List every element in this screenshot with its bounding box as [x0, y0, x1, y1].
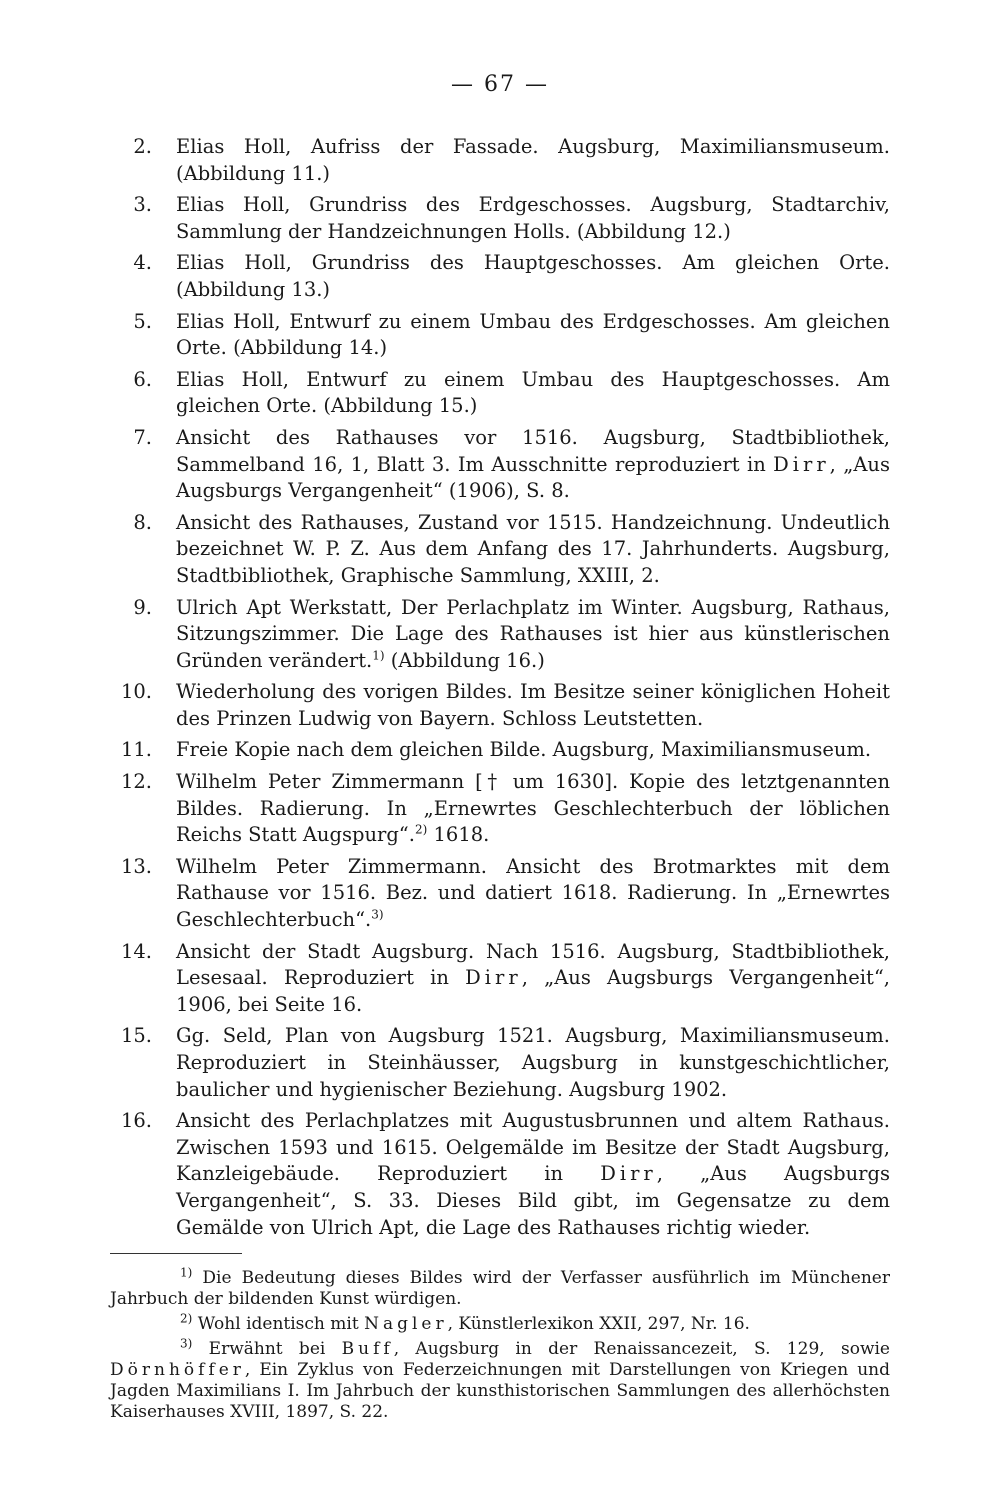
list-item	[108, 250, 890, 303]
item-text: Elias Holl, Entwurf zu einem Umbau des Hauptgeschosses. Am gleichen Orte. (Abbildung 15.)	[176, 367, 890, 418]
list-item	[108, 134, 890, 187]
footnote-mark: 3)	[180, 1336, 193, 1351]
item-text: Wilhelm Peter Zimmermann [† um 1630]. Kopie des letztgenannten Bildes. Radierung. In „Ernewrtes Geschlechterbuch der löblichen Reichs Statt Augspurg“.	[176, 770, 890, 847]
item-text: Freie Kopie nach dem gleichen Bilde. Augsburg, Maximiliansmuseum.	[176, 738, 872, 762]
item-text: Ansicht des Perlachplatzes mit Augustusbrunnen und altem Rathaus. Zwischen 1593 und 1615. Oelgemälde im Besitze der Stadt Augsburg, Kanzleigebäude. Reproduziert in	[176, 1109, 890, 1186]
spaced-author: Dirr	[600, 1162, 657, 1186]
item-number: 13.	[120, 854, 152, 878]
footnote-text-cont: , Augsburg in der Renaissancezeit, S. 129, sowie	[393, 1339, 890, 1359]
item-text: Elias Holl, Entwurf zu einem Umbau des Erdgeschosses. Am gleichen Orte. (Abbildung 14.)	[176, 309, 890, 360]
item-text: Elias Holl, Grundriss des Hauptgeschosses. Am gleichen Orte. (Abbildung 13.)	[176, 251, 890, 301]
list-item	[108, 679, 890, 732]
list-item	[108, 854, 890, 934]
list-item	[108, 1108, 890, 1241]
spaced-author: Nagler	[364, 1314, 448, 1334]
list-item	[108, 192, 890, 245]
item-text: Wiederholung des vorigen Bildes. Im Besitze seiner königlichen Hoheit des Prinzen Ludwig von Bayern. Schloss Leutstetten.	[176, 680, 890, 730]
footnote-divider	[110, 1253, 242, 1254]
spaced-author: Dirr	[773, 452, 830, 476]
item-number: 3.	[133, 193, 152, 217]
footnote-ref[interactable]: 1)	[372, 648, 385, 663]
item-number: 6.	[133, 367, 152, 391]
item-text-cont: , „Aus Augsburgs Vergangenheit“, S. 33. Dieses Bild gibt, im Gegensatze zu dem Gemälde von Ulrich Apt, die Lage des Rathauses richtig wieder.	[176, 1162, 890, 1239]
footnote-mark: 2)	[180, 1311, 193, 1326]
item-number: 2.	[133, 135, 152, 158]
list-item	[108, 939, 890, 1019]
footnote	[110, 1311, 890, 1335]
item-text: Elias Holl, Aufriss der Fassade. Augsburg, Maximiliansmuseum. (Abbildung 11.)	[176, 135, 890, 185]
item-text-cont: 1618.	[427, 823, 490, 847]
footnote-text-cont: , Künstlerlexikon XXII, 297, Nr. 16.	[447, 1314, 750, 1334]
item-text: Ulrich Apt Werkstatt, Der Perlachplatz im Winter. Augsburg, Rathaus, Sitzungszimmer. Die Lage des Rathauses ist hier aus künstlerischen Gründen verändert.	[176, 595, 890, 672]
item-number: 10.	[120, 680, 152, 704]
footnote-mark: 1)	[180, 1265, 193, 1280]
figure-list	[108, 134, 890, 1246]
footnote-text: Die Bedeutung dieses Bildes wird der Verfasser ausführlich im Münchener Jahrbuch der bildenden Kunst würdigen.	[110, 1268, 890, 1309]
footnote-text: Erwähnt bei	[208, 1339, 342, 1359]
list-item	[108, 510, 890, 590]
item-number: 16.	[120, 1109, 152, 1133]
list-item	[108, 737, 890, 764]
footnote-ref[interactable]: 2)	[414, 822, 428, 837]
list-item	[108, 769, 890, 849]
item-number: 9.	[133, 595, 152, 619]
spaced-author: Dirr	[465, 966, 522, 990]
item-text: Gg. Seld, Plan von Augsburg 1521. Augsburg, Maximiliansmuseum. Reproduziert in Steinhäusser, Augsburg in kunstgeschichtlicher, baulicher und hygienischer Beziehung. Augsburg 1902.	[176, 1024, 890, 1101]
spaced-author: Dörnhöffer	[110, 1360, 245, 1380]
item-text: Ansicht des Rathauses, Zustand vor 1515. Handzeichnung. Undeutlich bezeichnet W. P. Z. Aus dem Anfang des 17. Jahrhunderts. Augsburg, Stadtbibliothek, Graphische Sammlung, XXIII, 2.	[176, 510, 890, 587]
footnote-ref[interactable]: 3)	[371, 907, 384, 922]
item-text: Ansicht des Rathauses vor 1516. Augsburg, Stadtbibliothek, Sammelband 16, 1, Blatt 3. Im Ausschnitte reproduziert in	[176, 425, 890, 476]
list-item	[108, 425, 890, 505]
footnote	[110, 1265, 890, 1310]
list-item	[108, 1023, 890, 1103]
item-text: Elias Holl, Grundriss des Erdgeschosses. Augsburg, Stadtarchiv, Sammlung der Handzeichnungen Holls. (Abbildung 12.)	[176, 193, 890, 243]
item-number: 14.	[120, 939, 152, 963]
item-number: 11.	[120, 738, 152, 762]
list-item	[108, 595, 890, 675]
footnote-text-cont: , Ein Zyklus von Federzeichnungen mit Darstellungen von Kriegen und Jagden Maximilians I. Im Jahrbuch der kunsthistorischen Sammlungen des allerhöchsten Kaiserhauses XVIII, 1897, S. 22.	[110, 1360, 890, 1422]
list-item	[108, 309, 890, 362]
item-text-cont: , „Aus Augsburgs Vergangenheit“, 1906, bei Seite 16.	[176, 966, 890, 1016]
item-number: 4.	[133, 251, 152, 275]
footnotes	[110, 1265, 890, 1427]
item-text: Wilhelm Peter Zimmermann. Ansicht des Brotmarktes mit dem Rathause vor 1516. Bez. und datiert 1618. Radierung. In „Ernewrtes Geschlechterbuch“.	[176, 854, 890, 932]
footnote-text: Wohl identisch mit	[197, 1314, 365, 1334]
item-number: 15.	[120, 1024, 152, 1048]
page-number: — 67 —	[451, 72, 549, 97]
list-item	[108, 367, 890, 420]
spaced-author: Buff	[341, 1339, 394, 1359]
item-number: 8.	[133, 510, 152, 534]
item-number: 7.	[133, 425, 152, 449]
item-number: 12.	[120, 770, 152, 794]
item-text: Ansicht der Stadt Augsburg. Nach 1516. Augsburg, Stadtbibliothek, Lesesaal. Reproduziert in	[176, 939, 890, 990]
footnote	[110, 1336, 890, 1423]
item-number: 5.	[133, 309, 152, 333]
item-text-cont: (Abbildung 16.)	[384, 648, 545, 672]
item-text-cont: , „Aus Augsburgs Vergangenheit“ (1906), S. 8.	[176, 452, 890, 503]
